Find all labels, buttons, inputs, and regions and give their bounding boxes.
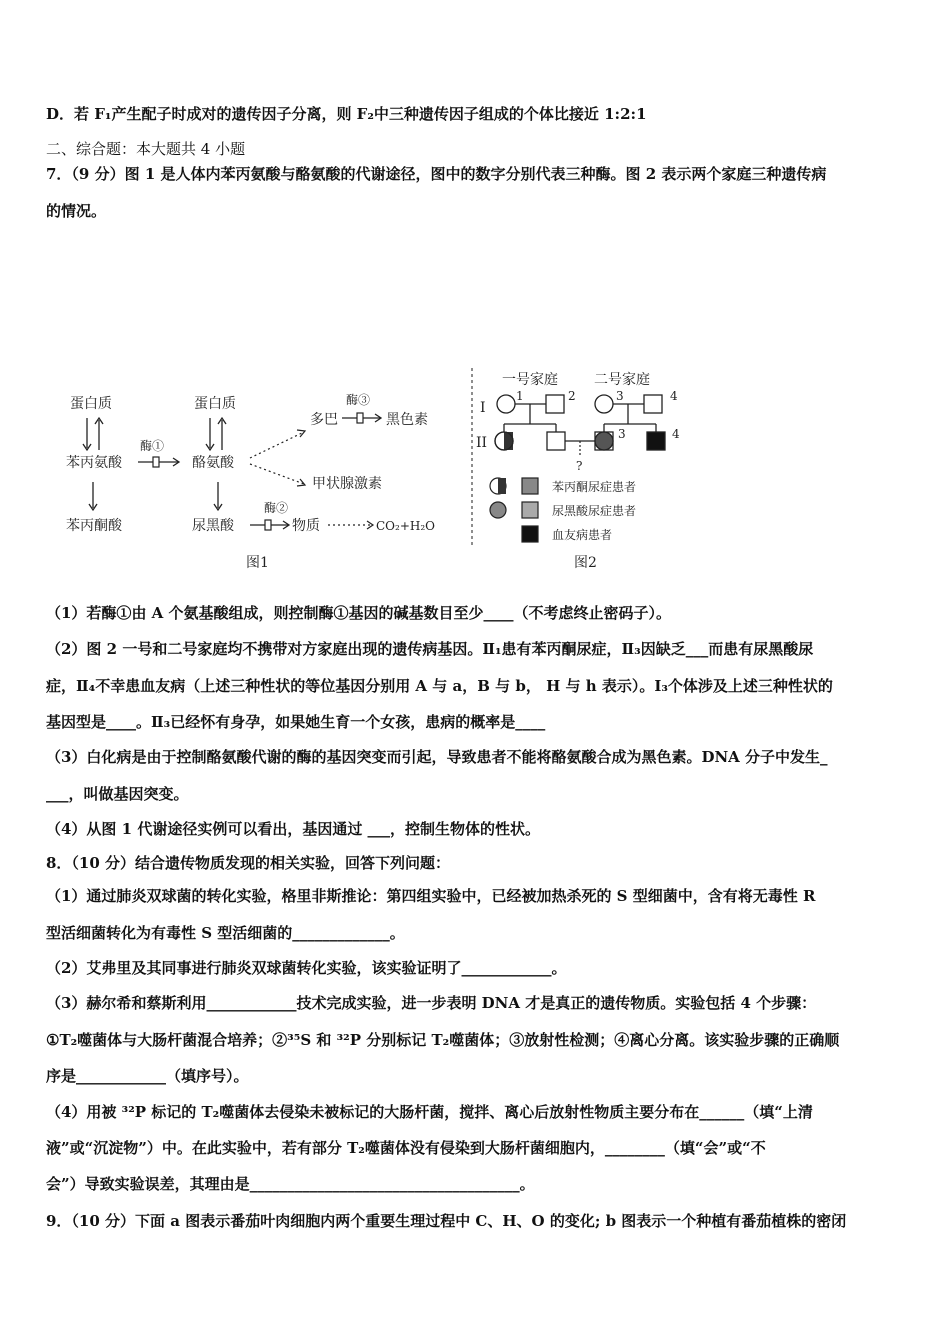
svg-text:1: 1 bbox=[516, 389, 524, 403]
figures bbox=[60, 360, 700, 575]
q8-4: （4）用被 ³²P 标记的 T₂噬菌体去侵染未被标记的大肠杆菌，搅拌、离心后放射性物质主要分布在______（填“上清 bbox=[46, 1103, 813, 1121]
protein-1: 蛋白质 bbox=[70, 396, 112, 412]
dopa: 多巴 bbox=[310, 412, 338, 428]
legend-alkaptonuria: 尿黑酸尿症患者 bbox=[552, 504, 637, 518]
q8-2: （2）艾弗里及其同事进行肺炎双球菌转化实验，该实验证明了____________。 bbox=[46, 959, 567, 977]
enzyme-1: 酶① bbox=[140, 439, 165, 453]
q7-2: （2）图 2 一号和二号家庭均不携带对方家庭出现的遗传病基因。Ⅱ₁患有苯丙酮尿症，Ⅱ₃因缺乏___而患有尿黑酸尿 bbox=[46, 640, 814, 658]
q7-3-cont: ___，叫做基因突变。 bbox=[46, 785, 189, 803]
svg-text:2: 2 bbox=[568, 389, 576, 403]
q8-stem: 8．（10 分）结合遗传物质发现的相关实验，回答下列问题： bbox=[46, 854, 451, 872]
svg-text:4: 4 bbox=[670, 389, 678, 403]
q8-3: （3）赫尔希和蔡斯利用____________技术完成实验，进一步表明 DNA 才是真正的遗传物质。实验包括 4 个步骤： bbox=[46, 994, 817, 1012]
family-2-label: 二号家庭 bbox=[594, 372, 650, 388]
substance: 物质 bbox=[292, 518, 320, 534]
q8-3-cont-2: 序是____________（填序号）。 bbox=[46, 1067, 249, 1085]
generation-2: II bbox=[476, 435, 488, 451]
phenylpyruvic-acid: 苯丙酮酸 bbox=[66, 518, 122, 534]
figure1-pathway bbox=[66, 392, 435, 571]
q7-4: （4）从图 1 代谢途径实例可以看出，基因通过 ___，控制生物体的性状。 bbox=[46, 820, 541, 838]
generation-1: I bbox=[480, 400, 486, 416]
section-heading: 二、综合题：本大题共 4 小题 bbox=[46, 140, 246, 158]
family-1-label: 一号家庭 bbox=[502, 372, 558, 388]
tyrosine: 酪氨酸 bbox=[192, 455, 234, 471]
figure2-caption: 图2 bbox=[574, 555, 597, 571]
legend-pku: 苯丙酮尿症患者 bbox=[552, 480, 637, 494]
q7-1: （1）若酶①由 A 个氨基酸组成，则控制酶①基因的碱基数目至少____（不考虑终止密码子）。 bbox=[46, 604, 672, 622]
enzyme-3: 酶③ bbox=[346, 393, 371, 407]
co2-h2o: CO₂+H₂O bbox=[376, 519, 435, 533]
q8-4-cont-1: 液”或“沉淀物”）中。在此实验中，若有部分 T₂噬菌体没有侵染到大肠杆菌细胞内，________（填“会”或“不 bbox=[46, 1139, 766, 1157]
melanin: 黑色素 bbox=[386, 412, 428, 428]
thyroxine: 甲状腺激素 bbox=[312, 476, 382, 492]
q8-3-cont-1: ①T₂噬菌体与大肠杆菌混合培养；②³⁵S 和 ³²P 分别标记 T₂噬菌体；③放射性检测；④离心分离。该实验步骤的正确顺 bbox=[46, 1031, 840, 1049]
q8-4-cont-2: 会”）导致实验误差，其理由是____________________________________。 bbox=[46, 1175, 535, 1193]
phenylalanine: 苯丙氨酸 bbox=[66, 455, 122, 471]
figure1-caption: 图1 bbox=[246, 555, 269, 571]
svg-text:4: 4 bbox=[672, 427, 680, 441]
svg-text:3: 3 bbox=[616, 389, 624, 403]
q8-1: （1）通过肺炎双球菌的转化实验，格里非斯推论：第四组实验中，已经被加热杀死的 S 型细菌中，含有将无毒性 R bbox=[46, 887, 816, 905]
q8-1-cont: 型活细菌转化为有毒性 S 型活细菌的_____________。 bbox=[46, 924, 405, 942]
q7-stem: 7．（9 分）图 1 是人体内苯丙氨酸与酪氨酸的代谢途径，图中的数字分别代表三种酶。图 2 表示两个家庭三种遗传病 bbox=[46, 165, 827, 183]
q9-stem: 9．（10 分）下面 a 图表示番茄叶肉细胞内两个重要生理过程中 C、H、O 的变化; b 图表示一个种植有番茄植株的密闭 bbox=[46, 1212, 847, 1230]
q7-3: （3）白化病是由于控制酪氨酸代谢的酶的基因突变而引起，导致患者不能将酪氨酸合成为黑色素。DNA 分子中发生_ bbox=[46, 748, 828, 766]
protein-2: 蛋白质 bbox=[194, 396, 236, 412]
homogentisic-acid: 尿黑酸 bbox=[192, 518, 234, 534]
enzyme-2: 酶② bbox=[264, 501, 289, 515]
figure2-pedigree bbox=[476, 372, 680, 571]
q7-2-cont-1: 症，Ⅱ₄不幸患血友病（上述三种性状的等位基因分别用 A 与 a，B 与 b， H 与 h 表示）。I₃个体涉及上述三种性状的 bbox=[46, 677, 833, 695]
legend-hemophilia: 血友病患者 bbox=[552, 528, 613, 542]
option-d: D．若 F₁产生配子时成对的遗传因子分离，则 F₂中三种遗传因子组成的个体比接近 1:2:1 bbox=[46, 105, 647, 123]
svg-text:3: 3 bbox=[618, 427, 626, 441]
q7-stem-cont: 的情况。 bbox=[46, 202, 107, 220]
unborn-child: ? bbox=[576, 459, 583, 473]
q7-2-cont-2: 基因型是____。Ⅱ₃已经怀有身孕，如果她生育一个女孩，患病的概率是____ bbox=[46, 713, 546, 731]
